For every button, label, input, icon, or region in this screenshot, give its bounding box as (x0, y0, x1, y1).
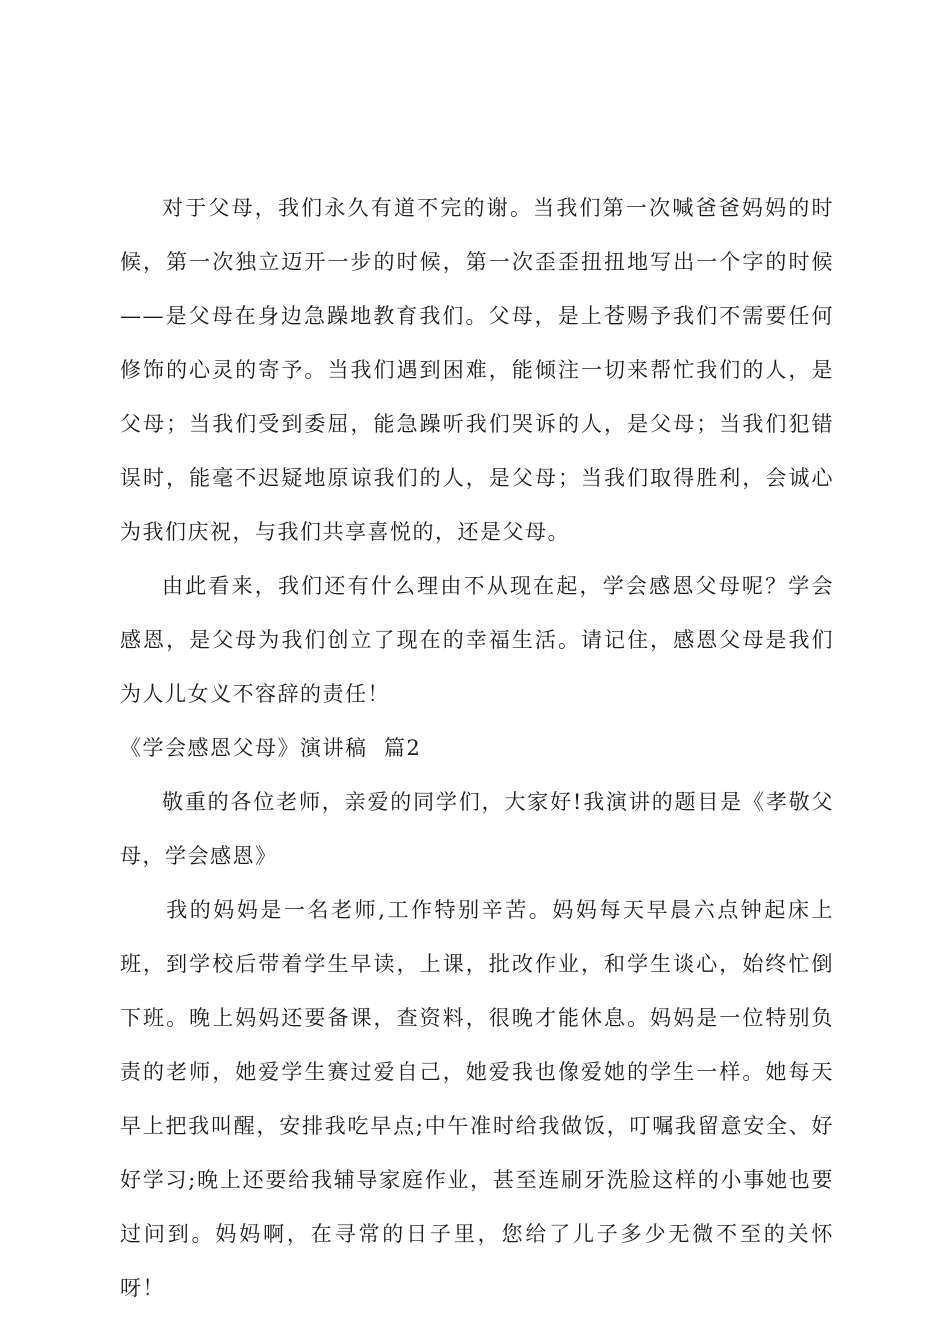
paragraph-my-mother: 我的妈妈是一名老师,工作特别辛苦。妈妈每天早晨六点钟起床上班，到学校后带着学生早读，上课，批改作业，和学生谈心，始终忙倒下班。晚上妈妈还要备课，查资料，很晚才能休息。妈妈是一位特别负责的老师，她爱学生赛过爱自己，她爱我也像爱她的学生一样。她每天早上把我叫醒，安排我吃早点;中午准时给我做饭，叮嘱我留意安全、好好学习;晚上还要给我辅导家庭作业，甚至连刷牙洗脸这样的小事她也要过问到。妈妈啊，在寻常的日子里，您给了儿子多少无微不至的关怀呀！ (120, 898, 834, 1300)
document-body (120, 181, 834, 1315)
paragraph-greeting: 敬重的各位老师，亲爱的同学们，大家好!我演讲的题目是《孝敬父母，学会感恩》 (120, 790, 834, 868)
paragraph-learn-gratitude: 由此看来，我们还有什么理由不从现在起，学会感恩父母呢？学会感恩，是父母为我们创立了现在的幸福生活。请记住，感恩父母是我们为人儿女义不容辞的责任！ (120, 574, 834, 706)
paragraph-gratitude-to-parents: 对于父母，我们永久有道不完的谢。当我们第一次喊爸爸妈妈的时候，第一次独立迈开一步的时候，第一次歪歪扭扭地写出一个字的时候——是父母在身边急躁地教育我们。父母，是上苍赐予我们不需要任何修饰的心灵的寄予。当我们遇到困难，能倾注一切来帮忙我们的人，是父母；当我们受到委屈，能急躁听我们哭诉的人，是父母；当我们犯错误时，能毫不迟疑地原谅我们的人，是父母；当我们取得胜利，会诚心为我们庆祝，与我们共享喜悦的，还是父母。 (120, 196, 834, 544)
section-heading: 《学会感恩父母》演讲稿 篇2 (120, 736, 422, 760)
